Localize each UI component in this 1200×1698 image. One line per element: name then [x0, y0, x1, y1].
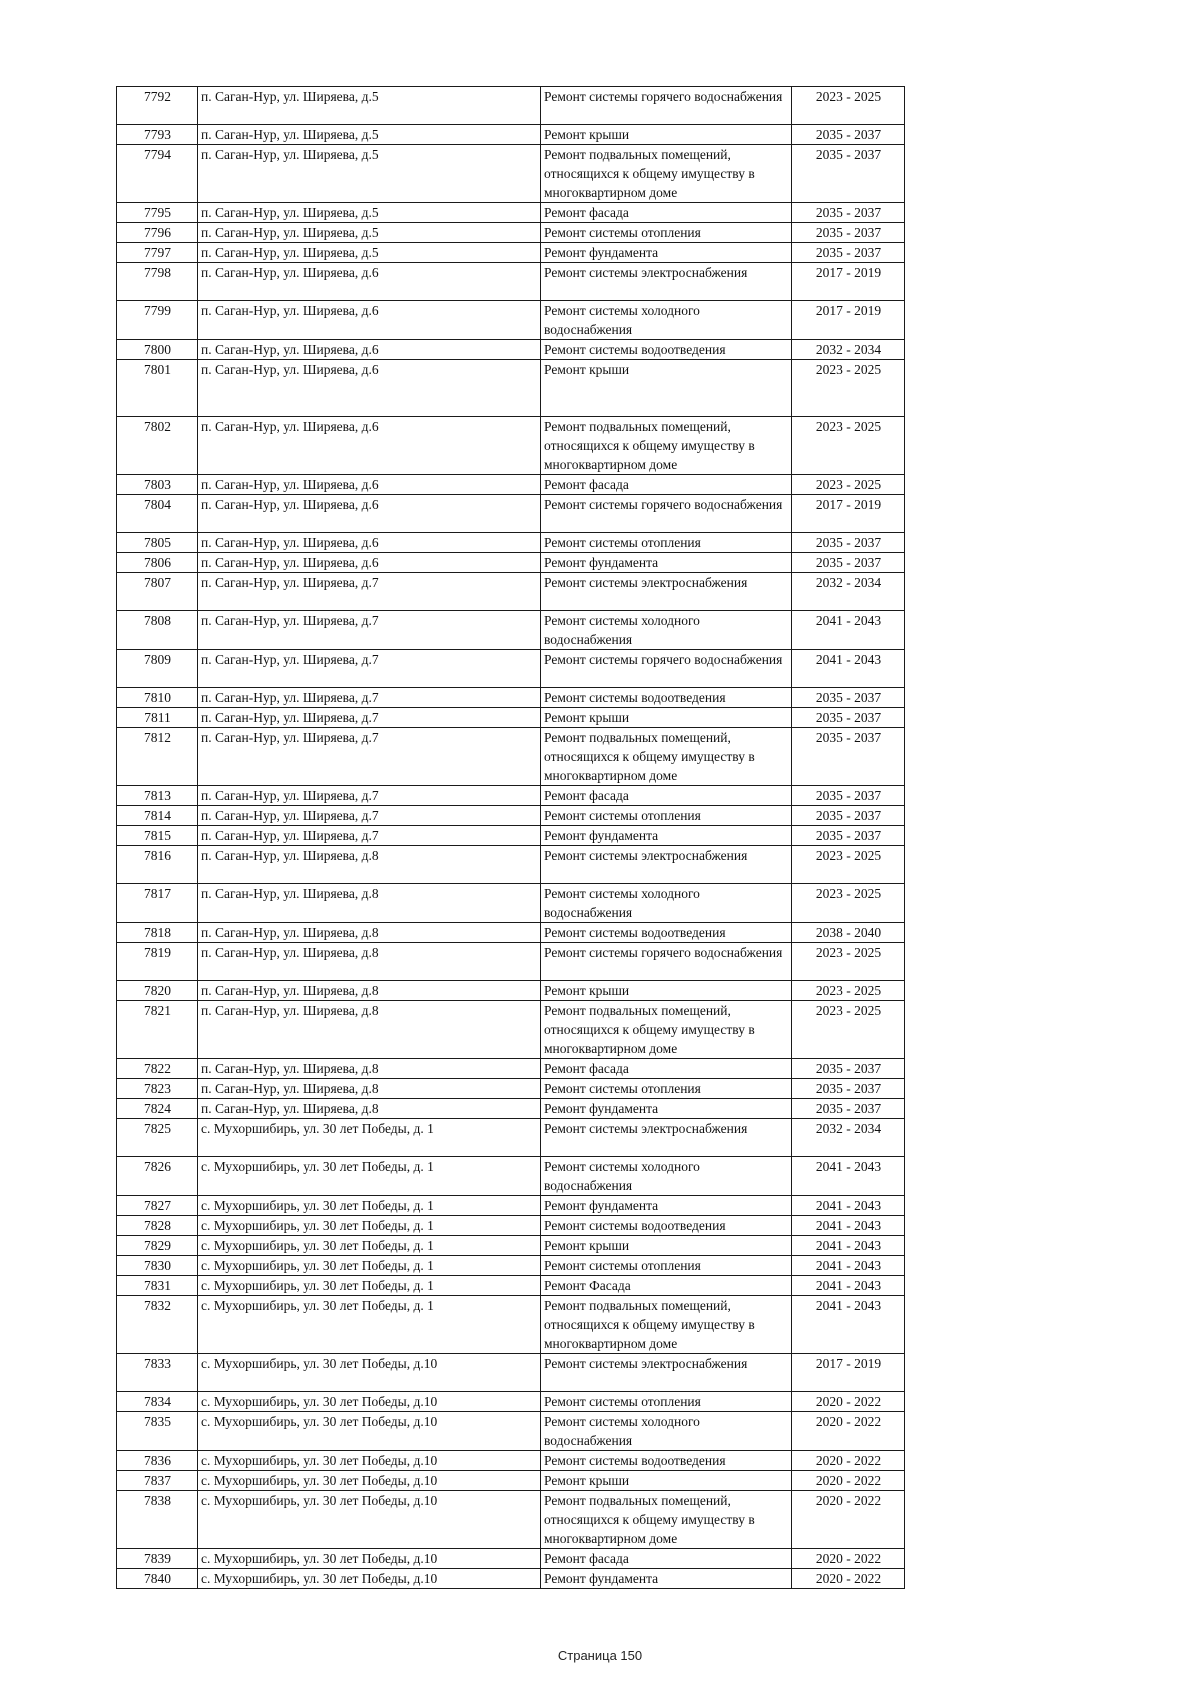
period-cell: 2020 - 2022 [792, 1392, 905, 1412]
work-type-cell: Ремонт крыши [541, 1471, 792, 1491]
row-number-cell: 7807 [117, 573, 198, 611]
work-type-cell: Ремонт фасада [541, 475, 792, 495]
row-number-cell: 7797 [117, 243, 198, 263]
table-row [117, 533, 905, 553]
address-cell: п. Саган-Нур, ул. Ширяева, д.6 [198, 495, 541, 533]
work-type-cell: Ремонт системы горячего водоснабжения [541, 943, 792, 981]
row-number-cell: 7801 [117, 360, 198, 417]
period-cell: 2017 - 2019 [792, 495, 905, 533]
work-type-cell: Ремонт крыши [541, 1236, 792, 1256]
period-cell: 2020 - 2022 [792, 1471, 905, 1491]
address-cell: с. Мухоршибирь, ул. 30 лет Победы, д.10 [198, 1549, 541, 1569]
row-number-cell: 7820 [117, 981, 198, 1001]
period-cell: 2041 - 2043 [792, 1276, 905, 1296]
work-type-cell: Ремонт подвальных помещений, относящихся к общему имуществу в многоквартирном доме [541, 1001, 792, 1059]
row-number-cell: 7818 [117, 923, 198, 943]
table-row [117, 826, 905, 846]
table-row [117, 650, 905, 688]
work-type-cell: Ремонт системы отопления [541, 806, 792, 826]
work-type-cell: Ремонт фасада [541, 1059, 792, 1079]
period-cell: 2041 - 2043 [792, 1256, 905, 1276]
work-type-cell: Ремонт системы холодного водоснабжения [541, 301, 792, 340]
period-cell: 2020 - 2022 [792, 1569, 905, 1589]
period-cell: 2020 - 2022 [792, 1412, 905, 1451]
work-type-cell: Ремонт системы отопления [541, 1256, 792, 1276]
row-number-cell: 7793 [117, 125, 198, 145]
work-type-cell: Ремонт системы водоотведения [541, 1451, 792, 1471]
row-number-cell: 7809 [117, 650, 198, 688]
period-cell: 2020 - 2022 [792, 1549, 905, 1569]
address-cell: п. Саган-Нур, ул. Ширяева, д.6 [198, 340, 541, 360]
row-number-cell: 7799 [117, 301, 198, 340]
table-row [117, 1491, 905, 1549]
period-cell: 2035 - 2037 [792, 533, 905, 553]
table-row [117, 1001, 905, 1059]
row-number-cell: 7834 [117, 1392, 198, 1412]
table-row [117, 417, 905, 475]
work-type-cell: Ремонт системы электроснабжения [541, 573, 792, 611]
period-cell: 2023 - 2025 [792, 417, 905, 475]
address-cell: п. Саган-Нур, ул. Ширяева, д.8 [198, 1099, 541, 1119]
row-number-cell: 7800 [117, 340, 198, 360]
work-type-cell: Ремонт фасада [541, 786, 792, 806]
row-number-cell: 7828 [117, 1216, 198, 1236]
address-cell: п. Саган-Нур, ул. Ширяева, д.8 [198, 884, 541, 923]
work-type-cell: Ремонт системы холодного водоснабжения [541, 611, 792, 650]
period-cell: 2032 - 2034 [792, 1119, 905, 1157]
row-number-cell: 7798 [117, 263, 198, 301]
period-cell: 2020 - 2022 [792, 1451, 905, 1471]
address-cell: п. Саган-Нур, ул. Ширяева, д.8 [198, 943, 541, 981]
row-number-cell: 7821 [117, 1001, 198, 1059]
table-row [117, 1296, 905, 1354]
address-cell: с. Мухоршибирь, ул. 30 лет Победы, д.10 [198, 1392, 541, 1412]
address-cell: п. Саган-Нур, ул. Ширяева, д.7 [198, 708, 541, 728]
period-cell: 2017 - 2019 [792, 1354, 905, 1392]
work-type-cell: Ремонт системы отопления [541, 533, 792, 553]
work-type-cell: Ремонт системы электроснабжения [541, 1119, 792, 1157]
period-cell: 2041 - 2043 [792, 1296, 905, 1354]
period-cell: 2035 - 2037 [792, 1079, 905, 1099]
period-cell: 2041 - 2043 [792, 611, 905, 650]
table-row [117, 340, 905, 360]
table-row [117, 846, 905, 884]
table-row [117, 884, 905, 923]
period-cell: 2035 - 2037 [792, 826, 905, 846]
work-type-cell: Ремонт системы водоотведения [541, 340, 792, 360]
work-type-cell: Ремонт фундамента [541, 243, 792, 263]
row-number-cell: 7823 [117, 1079, 198, 1099]
work-type-cell: Ремонт системы электроснабжения [541, 263, 792, 301]
work-type-cell: Ремонт системы водоотведения [541, 688, 792, 708]
period-cell: 2017 - 2019 [792, 301, 905, 340]
period-cell: 2023 - 2025 [792, 1001, 905, 1059]
row-number-cell: 7808 [117, 611, 198, 650]
period-cell: 2035 - 2037 [792, 806, 905, 826]
address-cell: с. Мухоршибирь, ул. 30 лет Победы, д.10 [198, 1451, 541, 1471]
address-cell: с. Мухоршибирь, ул. 30 лет Победы, д. 1 [198, 1276, 541, 1296]
row-number-cell: 7830 [117, 1256, 198, 1276]
table-row [117, 360, 905, 417]
work-type-cell: Ремонт системы водоотведения [541, 923, 792, 943]
period-cell: 2035 - 2037 [792, 688, 905, 708]
address-cell: с. Мухоршибирь, ул. 30 лет Победы, д. 1 [198, 1236, 541, 1256]
address-cell: п. Саган-Нур, ул. Ширяева, д.7 [198, 728, 541, 786]
period-cell: 2041 - 2043 [792, 1157, 905, 1196]
period-cell: 2032 - 2034 [792, 573, 905, 611]
table-row [117, 1354, 905, 1392]
table-row [117, 611, 905, 650]
row-number-cell: 7838 [117, 1491, 198, 1549]
address-cell: п. Саган-Нур, ул. Ширяева, д.6 [198, 533, 541, 553]
row-number-cell: 7836 [117, 1451, 198, 1471]
address-cell: с. Мухоршибирь, ул. 30 лет Победы, д. 1 [198, 1296, 541, 1354]
row-number-cell: 7835 [117, 1412, 198, 1451]
address-cell: п. Саган-Нур, ул. Ширяева, д.5 [198, 223, 541, 243]
address-cell: п. Саган-Нур, ул. Ширяева, д.6 [198, 263, 541, 301]
address-cell: п. Саган-Нур, ул. Ширяева, д.7 [198, 573, 541, 611]
work-type-cell: Ремонт системы горячего водоснабжения [541, 495, 792, 533]
work-type-cell: Ремонт системы холодного водоснабжения [541, 1157, 792, 1196]
work-type-cell: Ремонт крыши [541, 125, 792, 145]
period-cell: 2041 - 2043 [792, 650, 905, 688]
address-cell: п. Саган-Нур, ул. Ширяева, д.8 [198, 981, 541, 1001]
address-cell: п. Саган-Нур, ул. Ширяева, д.5 [198, 145, 541, 203]
period-cell: 2035 - 2037 [792, 243, 905, 263]
row-number-cell: 7829 [117, 1236, 198, 1256]
address-cell: п. Саган-Нур, ул. Ширяева, д.5 [198, 243, 541, 263]
period-cell: 2023 - 2025 [792, 884, 905, 923]
row-number-cell: 7795 [117, 203, 198, 223]
address-cell: п. Саган-Нур, ул. Ширяева, д.5 [198, 87, 541, 125]
work-type-cell: Ремонт фундамента [541, 1196, 792, 1216]
work-type-cell: Ремонт подвальных помещений, относящихся к общему имуществу в многоквартирном доме [541, 728, 792, 786]
period-cell: 2035 - 2037 [792, 203, 905, 223]
table-row [117, 806, 905, 826]
row-number-cell: 7833 [117, 1354, 198, 1392]
row-number-cell: 7839 [117, 1549, 198, 1569]
table-row [117, 708, 905, 728]
table-row [117, 475, 905, 495]
row-number-cell: 7796 [117, 223, 198, 243]
address-cell: п. Саган-Нур, ул. Ширяева, д.6 [198, 301, 541, 340]
address-cell: п. Саган-Нур, ул. Ширяева, д.5 [198, 125, 541, 145]
row-number-cell: 7794 [117, 145, 198, 203]
address-cell: п. Саган-Нур, ул. Ширяева, д.6 [198, 475, 541, 495]
row-number-cell: 7816 [117, 846, 198, 884]
page-number: Страница 150 [557, 1648, 643, 1663]
period-cell: 2038 - 2040 [792, 923, 905, 943]
address-cell: п. Саган-Нур, ул. Ширяева, д.8 [198, 846, 541, 884]
row-number-cell: 7803 [117, 475, 198, 495]
work-type-cell: Ремонт фундамента [541, 1099, 792, 1119]
work-type-cell: Ремонт крыши [541, 708, 792, 728]
address-cell: с. Мухоршибирь, ул. 30 лет Победы, д.10 [198, 1569, 541, 1589]
work-type-cell: Ремонт системы горячего водоснабжения [541, 87, 792, 125]
address-cell: с. Мухоршибирь, ул. 30 лет Победы, д. 1 [198, 1119, 541, 1157]
address-cell: с. Мухоршибирь, ул. 30 лет Победы, д. 1 [198, 1196, 541, 1216]
period-cell: 2035 - 2037 [792, 786, 905, 806]
work-type-cell: Ремонт системы электроснабжения [541, 846, 792, 884]
table-row [117, 1549, 905, 1569]
address-cell: с. Мухоршибирь, ул. 30 лет Победы, д.10 [198, 1491, 541, 1549]
table-row [117, 1119, 905, 1157]
table-body [117, 87, 905, 1589]
row-number-cell: 7840 [117, 1569, 198, 1589]
address-cell: п. Саган-Нур, ул. Ширяева, д.6 [198, 417, 541, 475]
table-row [117, 1392, 905, 1412]
work-type-cell: Ремонт системы отопления [541, 1079, 792, 1099]
address-cell: п. Саган-Нур, ул. Ширяева, д.7 [198, 806, 541, 826]
address-cell: с. Мухоршибирь, ул. 30 лет Победы, д. 1 [198, 1157, 541, 1196]
period-cell: 2035 - 2037 [792, 708, 905, 728]
period-cell: 2035 - 2037 [792, 1059, 905, 1079]
table-row [117, 223, 905, 243]
work-type-cell: Ремонт крыши [541, 360, 792, 417]
address-cell: п. Саган-Нур, ул. Ширяева, д.7 [198, 826, 541, 846]
row-number-cell: 7805 [117, 533, 198, 553]
table-row [117, 243, 905, 263]
table-row [117, 1099, 905, 1119]
table-row [117, 1079, 905, 1099]
work-type-cell: Ремонт фундамента [541, 826, 792, 846]
period-cell: 2032 - 2034 [792, 340, 905, 360]
work-type-cell: Ремонт системы холодного водоснабжения [541, 1412, 792, 1451]
row-number-cell: 7810 [117, 688, 198, 708]
work-type-cell: Ремонт системы холодного водоснабжения [541, 884, 792, 923]
table-row [117, 1216, 905, 1236]
work-type-cell: Ремонт системы электроснабжения [541, 1354, 792, 1392]
table-row [117, 125, 905, 145]
table-row [117, 573, 905, 611]
table-row [117, 1412, 905, 1451]
row-number-cell: 7802 [117, 417, 198, 475]
period-cell: 2035 - 2037 [792, 728, 905, 786]
period-cell: 2020 - 2022 [792, 1491, 905, 1549]
address-cell: с. Мухоршибирь, ул. 30 лет Победы, д.10 [198, 1412, 541, 1451]
period-cell: 2035 - 2037 [792, 145, 905, 203]
period-cell: 2023 - 2025 [792, 475, 905, 495]
row-number-cell: 7827 [117, 1196, 198, 1216]
table-row [117, 1471, 905, 1491]
address-cell: п. Саган-Нур, ул. Ширяева, д.5 [198, 203, 541, 223]
row-number-cell: 7826 [117, 1157, 198, 1196]
period-cell: 2023 - 2025 [792, 981, 905, 1001]
address-cell: с. Мухоршибирь, ул. 30 лет Победы, д. 1 [198, 1256, 541, 1276]
work-type-cell: Ремонт системы водоотведения [541, 1216, 792, 1236]
table-row [117, 786, 905, 806]
work-type-cell: Ремонт подвальных помещений, относящихся к общему имуществу в многоквартирном доме [541, 417, 792, 475]
period-cell: 2023 - 2025 [792, 360, 905, 417]
address-cell: п. Саган-Нур, ул. Ширяева, д.7 [198, 688, 541, 708]
address-cell: п. Саган-Нур, ул. Ширяева, д.6 [198, 553, 541, 573]
row-number-cell: 7822 [117, 1059, 198, 1079]
work-type-cell: Ремонт подвальных помещений, относящихся к общему имуществу в многоквартирном доме [541, 1296, 792, 1354]
row-number-cell: 7792 [117, 87, 198, 125]
row-number-cell: 7831 [117, 1276, 198, 1296]
table-row [117, 1276, 905, 1296]
row-number-cell: 7814 [117, 806, 198, 826]
table-row [117, 981, 905, 1001]
period-cell: 2035 - 2037 [792, 223, 905, 243]
address-cell: п. Саган-Нур, ул. Ширяева, д.8 [198, 1059, 541, 1079]
row-number-cell: 7824 [117, 1099, 198, 1119]
period-cell: 2041 - 2043 [792, 1236, 905, 1256]
table-row [117, 87, 905, 125]
table-row [117, 1196, 905, 1216]
period-cell: 2035 - 2037 [792, 125, 905, 145]
row-number-cell: 7813 [117, 786, 198, 806]
period-cell: 2035 - 2037 [792, 1099, 905, 1119]
work-type-cell: Ремонт системы отопления [541, 1392, 792, 1412]
table-row [117, 145, 905, 203]
table-row [117, 728, 905, 786]
work-type-cell: Ремонт системы отопления [541, 223, 792, 243]
period-cell: 2035 - 2037 [792, 553, 905, 573]
period-cell: 2023 - 2025 [792, 943, 905, 981]
table-row [117, 1256, 905, 1276]
table-row [117, 263, 905, 301]
row-number-cell: 7825 [117, 1119, 198, 1157]
work-type-cell: Ремонт крыши [541, 981, 792, 1001]
row-number-cell: 7815 [117, 826, 198, 846]
address-cell: с. Мухоршибирь, ул. 30 лет Победы, д.10 [198, 1471, 541, 1491]
work-type-cell: Ремонт Фасада [541, 1276, 792, 1296]
address-cell: п. Саган-Нур, ул. Ширяева, д.7 [198, 650, 541, 688]
work-type-cell: Ремонт фундамента [541, 1569, 792, 1589]
address-cell: п. Саган-Нур, ул. Ширяева, д.8 [198, 1001, 541, 1059]
table-row [117, 923, 905, 943]
period-cell: 2041 - 2043 [792, 1216, 905, 1236]
table-row [117, 688, 905, 708]
table-row [117, 495, 905, 533]
period-cell: 2041 - 2043 [792, 1196, 905, 1216]
address-cell: п. Саган-Нур, ул. Ширяева, д.7 [198, 611, 541, 650]
table-row [117, 943, 905, 981]
row-number-cell: 7817 [117, 884, 198, 923]
address-cell: п. Саган-Нур, ул. Ширяева, д.7 [198, 786, 541, 806]
row-number-cell: 7819 [117, 943, 198, 981]
row-number-cell: 7804 [117, 495, 198, 533]
row-number-cell: 7832 [117, 1296, 198, 1354]
table-row [117, 553, 905, 573]
table-row [117, 203, 905, 223]
row-number-cell: 7811 [117, 708, 198, 728]
work-type-cell: Ремонт фундамента [541, 553, 792, 573]
work-type-cell: Ремонт фасада [541, 203, 792, 223]
table-row [117, 301, 905, 340]
repair-schedule-table [116, 86, 905, 1589]
row-number-cell: 7806 [117, 553, 198, 573]
table-row [117, 1569, 905, 1589]
address-cell: п. Саган-Нур, ул. Ширяева, д.8 [198, 1079, 541, 1099]
row-number-cell: 7837 [117, 1471, 198, 1491]
period-cell: 2017 - 2019 [792, 263, 905, 301]
period-cell: 2023 - 2025 [792, 846, 905, 884]
work-type-cell: Ремонт подвальных помещений, относящихся к общему имуществу в многоквартирном доме [541, 1491, 792, 1549]
address-cell: с. Мухоршибирь, ул. 30 лет Победы, д. 1 [198, 1216, 541, 1236]
work-type-cell: Ремонт подвальных помещений, относящихся к общему имуществу в многоквартирном доме [541, 145, 792, 203]
table-row [117, 1451, 905, 1471]
address-cell: с. Мухоршибирь, ул. 30 лет Победы, д.10 [198, 1354, 541, 1392]
address-cell: п. Саган-Нур, ул. Ширяева, д.8 [198, 923, 541, 943]
work-type-cell: Ремонт системы горячего водоснабжения [541, 650, 792, 688]
period-cell: 2023 - 2025 [792, 87, 905, 125]
table-row [117, 1157, 905, 1196]
table-row [117, 1059, 905, 1079]
address-cell: п. Саган-Нур, ул. Ширяева, д.6 [198, 360, 541, 417]
row-number-cell: 7812 [117, 728, 198, 786]
work-type-cell: Ремонт фасада [541, 1549, 792, 1569]
table-row [117, 1236, 905, 1256]
